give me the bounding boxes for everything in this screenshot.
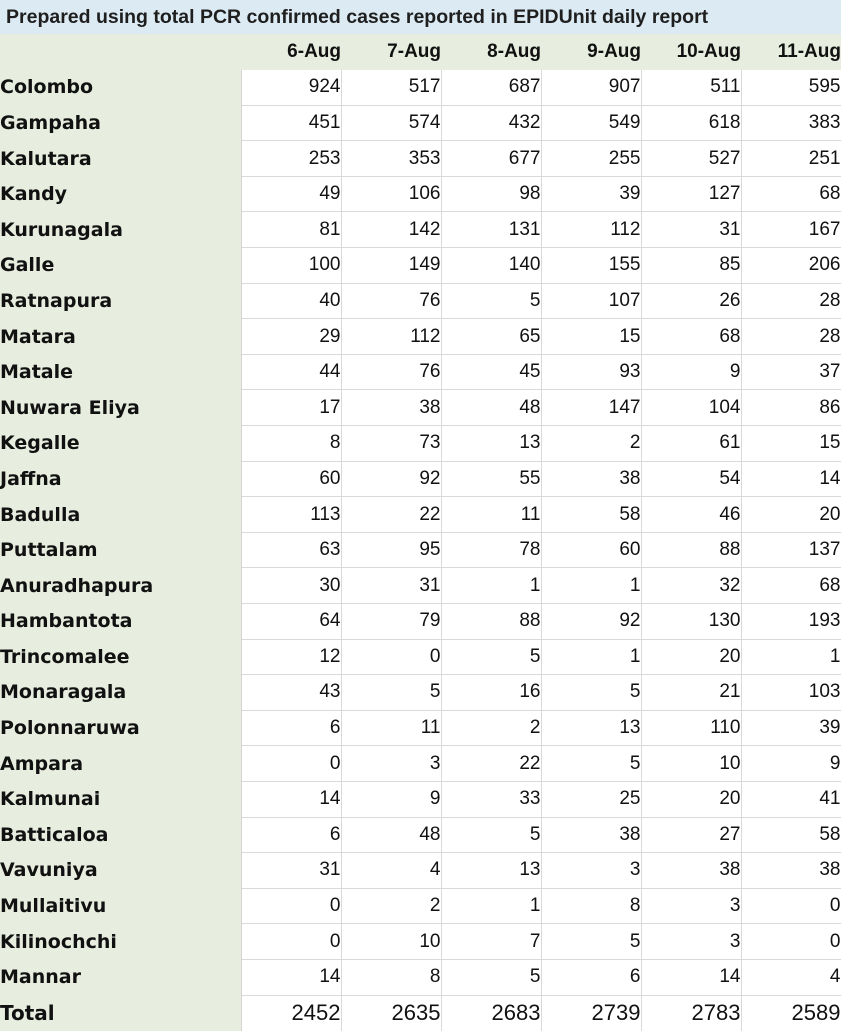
case-count-cell[interactable]: 677 bbox=[441, 141, 541, 177]
district-name[interactable]: Kilinochchi bbox=[0, 924, 241, 960]
case-count-cell[interactable]: 103 bbox=[741, 675, 841, 711]
case-count-cell[interactable]: 58 bbox=[541, 497, 641, 533]
case-count-cell[interactable]: 924 bbox=[241, 70, 341, 106]
district-name[interactable]: Kalutara bbox=[0, 141, 241, 177]
case-count-cell[interactable]: 3 bbox=[641, 888, 741, 924]
case-count-cell[interactable]: 255 bbox=[541, 141, 641, 177]
case-count-cell[interactable]: 60 bbox=[241, 461, 341, 497]
case-count-cell[interactable]: 44 bbox=[241, 354, 341, 390]
case-count-cell[interactable]: 61 bbox=[641, 426, 741, 462]
case-count-cell[interactable]: 37 bbox=[741, 354, 841, 390]
table-row bbox=[0, 604, 841, 640]
case-count-cell[interactable]: 511 bbox=[641, 70, 741, 106]
district-name[interactable]: Kalmunai bbox=[0, 781, 241, 817]
case-count-cell[interactable]: 58 bbox=[741, 817, 841, 853]
case-count-cell[interactable]: 98 bbox=[441, 176, 541, 212]
case-count-cell[interactable]: 16 bbox=[441, 675, 541, 711]
case-count-cell[interactable]: 9 bbox=[741, 746, 841, 782]
case-count-cell[interactable]: 86 bbox=[741, 390, 841, 426]
case-count-cell[interactable]: 140 bbox=[441, 248, 541, 284]
district-name[interactable]: Gampaha bbox=[0, 105, 241, 141]
case-count-cell[interactable]: 6 bbox=[541, 959, 641, 995]
case-count-cell[interactable]: 13 bbox=[541, 710, 641, 746]
district-name[interactable]: Kurunagala bbox=[0, 212, 241, 248]
case-count-cell[interactable]: 11 bbox=[341, 710, 441, 746]
case-count-cell[interactable]: 88 bbox=[641, 532, 741, 568]
case-count-cell[interactable]: 451 bbox=[241, 105, 341, 141]
district-name[interactable]: Nuwara Eliya bbox=[0, 390, 241, 426]
case-count-cell[interactable]: 38 bbox=[341, 390, 441, 426]
case-count-cell[interactable]: 11 bbox=[441, 497, 541, 533]
table-row bbox=[0, 746, 841, 782]
case-count-cell[interactable]: 20 bbox=[741, 497, 841, 533]
case-count-cell[interactable]: 39 bbox=[741, 710, 841, 746]
case-count-cell[interactable]: 0 bbox=[241, 746, 341, 782]
case-count-cell[interactable]: 73 bbox=[341, 426, 441, 462]
case-count-cell[interactable]: 79 bbox=[341, 604, 441, 640]
case-count-cell[interactable]: 81 bbox=[241, 212, 341, 248]
case-count-cell[interactable]: 88 bbox=[441, 604, 541, 640]
case-count-cell[interactable]: 167 bbox=[741, 212, 841, 248]
case-count-cell[interactable]: 131 bbox=[441, 212, 541, 248]
case-count-cell[interactable]: 5 bbox=[441, 283, 541, 319]
case-count-cell[interactable]: 9 bbox=[641, 354, 741, 390]
district-name[interactable]: Mannar bbox=[0, 959, 241, 995]
table-row bbox=[0, 853, 841, 889]
district-name[interactable]: Kegalle bbox=[0, 426, 241, 462]
table-row bbox=[0, 461, 841, 497]
case-count-cell[interactable]: 68 bbox=[741, 568, 841, 604]
total-value-cell[interactable]: 2635 bbox=[341, 995, 441, 1031]
case-count-cell[interactable]: 907 bbox=[541, 70, 641, 106]
table-row bbox=[0, 70, 841, 106]
case-count-cell[interactable]: 8 bbox=[241, 426, 341, 462]
district-name[interactable]: Batticaloa bbox=[0, 817, 241, 853]
case-count-cell[interactable]: 38 bbox=[541, 817, 641, 853]
date-header: 11-Aug bbox=[741, 34, 841, 70]
case-count-cell[interactable]: 8 bbox=[341, 959, 441, 995]
district-name[interactable]: Galle bbox=[0, 248, 241, 284]
case-count-cell[interactable]: 48 bbox=[441, 390, 541, 426]
case-count-cell[interactable]: 4 bbox=[341, 853, 441, 889]
district-name[interactable]: Monaragala bbox=[0, 675, 241, 711]
case-count-cell[interactable]: 95 bbox=[341, 532, 441, 568]
case-count-cell[interactable]: 100 bbox=[241, 248, 341, 284]
date-header: 9-Aug bbox=[541, 34, 641, 70]
table-row bbox=[0, 319, 841, 355]
case-count-cell[interactable]: 32 bbox=[641, 568, 741, 604]
case-count-cell[interactable]: 38 bbox=[641, 853, 741, 889]
case-count-cell[interactable]: 14 bbox=[241, 781, 341, 817]
case-count-cell[interactable]: 149 bbox=[341, 248, 441, 284]
case-count-cell[interactable]: 92 bbox=[541, 604, 641, 640]
district-name[interactable]: Matara bbox=[0, 319, 241, 355]
district-name[interactable]: Anuradhapura bbox=[0, 568, 241, 604]
case-count-cell[interactable]: 13 bbox=[441, 853, 541, 889]
case-count-cell[interactable]: 517 bbox=[341, 70, 441, 106]
case-count-cell[interactable]: 46 bbox=[641, 497, 741, 533]
case-count-cell[interactable]: 2 bbox=[541, 426, 641, 462]
case-count-cell[interactable]: 68 bbox=[641, 319, 741, 355]
case-count-cell[interactable]: 29 bbox=[241, 319, 341, 355]
case-count-cell[interactable]: 193 bbox=[741, 604, 841, 640]
case-count-cell[interactable]: 155 bbox=[541, 248, 641, 284]
case-count-cell[interactable]: 31 bbox=[641, 212, 741, 248]
header-row bbox=[0, 34, 841, 70]
case-count-cell[interactable]: 130 bbox=[641, 604, 741, 640]
case-count-cell[interactable]: 60 bbox=[541, 532, 641, 568]
case-count-cell[interactable]: 251 bbox=[741, 141, 841, 177]
district-name[interactable]: Matale bbox=[0, 354, 241, 390]
district-name[interactable]: Vavuniya bbox=[0, 853, 241, 889]
case-count-cell[interactable]: 5 bbox=[541, 675, 641, 711]
case-count-cell[interactable]: 21 bbox=[641, 675, 741, 711]
district-name[interactable]: Trincomalee bbox=[0, 639, 241, 675]
case-count-cell[interactable]: 1 bbox=[741, 639, 841, 675]
table-row bbox=[0, 888, 841, 924]
case-count-cell[interactable]: 14 bbox=[241, 959, 341, 995]
table-row bbox=[0, 176, 841, 212]
case-count-cell[interactable]: 3 bbox=[641, 924, 741, 960]
case-count-cell[interactable]: 137 bbox=[741, 532, 841, 568]
district-name[interactable]: Polonnaruwa bbox=[0, 710, 241, 746]
case-count-cell[interactable]: 15 bbox=[741, 426, 841, 462]
case-count-cell[interactable]: 76 bbox=[341, 354, 441, 390]
table-row bbox=[0, 248, 841, 284]
case-count-cell[interactable]: 41 bbox=[741, 781, 841, 817]
case-count-cell[interactable]: 13 bbox=[441, 426, 541, 462]
case-count-cell[interactable]: 43 bbox=[241, 675, 341, 711]
case-count-cell[interactable]: 1 bbox=[441, 568, 541, 604]
district-name[interactable]: Kandy bbox=[0, 176, 241, 212]
district-name[interactable]: Hambantota bbox=[0, 604, 241, 640]
table-row bbox=[0, 426, 841, 462]
district-name[interactable]: Colombo bbox=[0, 70, 241, 106]
case-count-cell[interactable]: 107 bbox=[541, 283, 641, 319]
case-count-cell[interactable]: 92 bbox=[341, 461, 441, 497]
case-count-cell[interactable]: 0 bbox=[241, 888, 341, 924]
case-count-cell[interactable]: 353 bbox=[341, 141, 441, 177]
table-row bbox=[0, 532, 841, 568]
case-count-cell[interactable]: 14 bbox=[741, 461, 841, 497]
case-count-cell[interactable]: 253 bbox=[241, 141, 341, 177]
case-count-cell[interactable]: 113 bbox=[241, 497, 341, 533]
total-value-cell[interactable]: 2683 bbox=[441, 995, 541, 1031]
case-count-cell[interactable]: 574 bbox=[341, 105, 441, 141]
case-count-cell[interactable]: 3 bbox=[541, 853, 641, 889]
date-header: 8-Aug bbox=[441, 34, 541, 70]
case-count-cell[interactable]: 595 bbox=[741, 70, 841, 106]
case-count-cell[interactable]: 0 bbox=[741, 924, 841, 960]
case-count-cell[interactable]: 2 bbox=[341, 888, 441, 924]
case-count-cell[interactable]: 22 bbox=[441, 746, 541, 782]
total-value-cell[interactable]: 2589 bbox=[741, 995, 841, 1031]
district-name[interactable]: Mullaitivu bbox=[0, 888, 241, 924]
case-count-cell[interactable]: 1 bbox=[541, 568, 641, 604]
case-count-cell[interactable]: 3 bbox=[341, 746, 441, 782]
report-banner: Prepared using total PCR confirmed cases reported in EPIDUnit daily report bbox=[0, 0, 841, 34]
district-name[interactable]: Ampara bbox=[0, 746, 241, 782]
table-row bbox=[0, 710, 841, 746]
table-body bbox=[0, 70, 841, 1031]
case-count-cell[interactable]: 68 bbox=[741, 176, 841, 212]
total-value-cell[interactable]: 2739 bbox=[541, 995, 641, 1031]
case-count-cell[interactable]: 5 bbox=[541, 746, 641, 782]
table-row bbox=[0, 497, 841, 533]
case-count-cell[interactable]: 383 bbox=[741, 105, 841, 141]
table-row bbox=[0, 639, 841, 675]
case-count-cell[interactable]: 20 bbox=[641, 781, 741, 817]
case-count-cell[interactable]: 112 bbox=[541, 212, 641, 248]
case-count-cell[interactable]: 76 bbox=[341, 283, 441, 319]
district-name[interactable]: Badulla bbox=[0, 497, 241, 533]
case-count-cell[interactable]: 33 bbox=[441, 781, 541, 817]
case-count-cell[interactable]: 54 bbox=[641, 461, 741, 497]
case-count-cell[interactable]: 63 bbox=[241, 532, 341, 568]
case-count-cell[interactable]: 38 bbox=[741, 853, 841, 889]
case-count-cell[interactable]: 30 bbox=[241, 568, 341, 604]
case-count-cell[interactable]: 5 bbox=[541, 924, 641, 960]
table-row bbox=[0, 390, 841, 426]
case-count-cell[interactable]: 2 bbox=[441, 710, 541, 746]
case-count-cell[interactable]: 38 bbox=[541, 461, 641, 497]
case-count-cell[interactable]: 112 bbox=[341, 319, 441, 355]
case-count-cell[interactable]: 27 bbox=[641, 817, 741, 853]
case-count-cell[interactable]: 31 bbox=[341, 568, 441, 604]
case-count-cell[interactable]: 31 bbox=[241, 853, 341, 889]
district-name[interactable]: Jaffna bbox=[0, 461, 241, 497]
district-name[interactable]: Puttalam bbox=[0, 532, 241, 568]
total-label[interactable]: Total bbox=[0, 995, 241, 1031]
date-header: 6-Aug bbox=[241, 34, 341, 70]
case-count-cell[interactable]: 147 bbox=[541, 390, 641, 426]
table-row bbox=[0, 354, 841, 390]
case-count-cell[interactable]: 22 bbox=[341, 497, 441, 533]
case-count-cell[interactable]: 142 bbox=[341, 212, 441, 248]
case-count-cell[interactable]: 527 bbox=[641, 141, 741, 177]
case-count-cell[interactable]: 104 bbox=[641, 390, 741, 426]
case-count-cell[interactable]: 127 bbox=[641, 176, 741, 212]
table-row bbox=[0, 141, 841, 177]
case-count-cell[interactable]: 7 bbox=[441, 924, 541, 960]
case-count-cell[interactable]: 10 bbox=[641, 746, 741, 782]
case-count-cell[interactable]: 549 bbox=[541, 105, 641, 141]
case-count-cell[interactable]: 20 bbox=[641, 639, 741, 675]
case-count-cell[interactable]: 15 bbox=[541, 319, 641, 355]
case-count-cell[interactable]: 48 bbox=[341, 817, 441, 853]
case-count-cell[interactable]: 10 bbox=[341, 924, 441, 960]
total-value-cell[interactable]: 2452 bbox=[241, 995, 341, 1031]
total-value-cell[interactable]: 2783 bbox=[641, 995, 741, 1031]
table-row bbox=[0, 568, 841, 604]
case-count-cell[interactable]: 17 bbox=[241, 390, 341, 426]
case-count-cell[interactable]: 1 bbox=[541, 639, 641, 675]
case-count-cell[interactable]: 8 bbox=[541, 888, 641, 924]
case-count-cell[interactable]: 26 bbox=[641, 283, 741, 319]
case-count-cell[interactable]: 5 bbox=[341, 675, 441, 711]
case-count-cell[interactable]: 9 bbox=[341, 781, 441, 817]
case-count-cell[interactable]: 28 bbox=[741, 319, 841, 355]
case-count-cell[interactable]: 25 bbox=[541, 781, 641, 817]
case-count-cell[interactable]: 5 bbox=[441, 639, 541, 675]
table-row bbox=[0, 959, 841, 995]
case-count-cell[interactable]: 4 bbox=[741, 959, 841, 995]
case-count-cell[interactable]: 14 bbox=[641, 959, 741, 995]
case-count-cell[interactable]: 618 bbox=[641, 105, 741, 141]
case-count-cell[interactable]: 110 bbox=[641, 710, 741, 746]
table-row bbox=[0, 675, 841, 711]
case-count-cell[interactable]: 40 bbox=[241, 283, 341, 319]
corner-cell bbox=[0, 34, 241, 70]
case-count-cell[interactable]: 49 bbox=[241, 176, 341, 212]
table-row bbox=[0, 105, 841, 141]
case-count-cell[interactable]: 5 bbox=[441, 959, 541, 995]
case-count-cell[interactable]: 1 bbox=[441, 888, 541, 924]
case-count-cell[interactable]: 6 bbox=[241, 817, 341, 853]
cases-table bbox=[0, 34, 841, 1031]
case-count-cell[interactable]: 64 bbox=[241, 604, 341, 640]
case-count-cell[interactable]: 106 bbox=[341, 176, 441, 212]
table-row bbox=[0, 781, 841, 817]
case-count-cell[interactable]: 5 bbox=[441, 817, 541, 853]
table-row bbox=[0, 924, 841, 960]
case-count-cell[interactable]: 0 bbox=[341, 639, 441, 675]
case-count-cell[interactable]: 12 bbox=[241, 639, 341, 675]
table-row bbox=[0, 212, 841, 248]
case-count-cell[interactable]: 432 bbox=[441, 105, 541, 141]
case-count-cell[interactable]: 93 bbox=[541, 354, 641, 390]
case-count-cell[interactable]: 6 bbox=[241, 710, 341, 746]
case-count-cell[interactable]: 78 bbox=[441, 532, 541, 568]
date-header: 10-Aug bbox=[641, 34, 741, 70]
table-row bbox=[0, 283, 841, 319]
total-row bbox=[0, 995, 841, 1031]
case-count-cell[interactable]: 55 bbox=[441, 461, 541, 497]
table-row bbox=[0, 817, 841, 853]
case-count-cell[interactable]: 687 bbox=[441, 70, 541, 106]
district-name[interactable]: Ratnapura bbox=[0, 283, 241, 319]
case-count-cell[interactable]: 206 bbox=[741, 248, 841, 284]
case-count-cell[interactable]: 0 bbox=[241, 924, 341, 960]
case-count-cell[interactable]: 65 bbox=[441, 319, 541, 355]
case-count-cell[interactable]: 85 bbox=[641, 248, 741, 284]
case-count-cell[interactable]: 28 bbox=[741, 283, 841, 319]
case-count-cell[interactable]: 0 bbox=[741, 888, 841, 924]
case-count-cell[interactable]: 45 bbox=[441, 354, 541, 390]
case-count-cell[interactable]: 39 bbox=[541, 176, 641, 212]
date-header: 7-Aug bbox=[341, 34, 441, 70]
